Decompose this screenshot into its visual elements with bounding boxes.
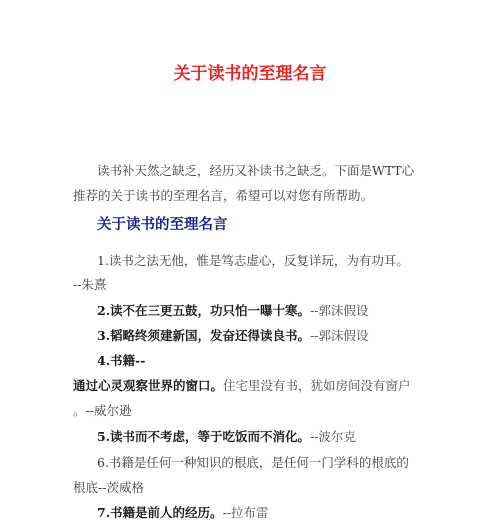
quote-1-line-2: --朱熹: [73, 277, 107, 292]
document-title: 关于读书的至理名言: [173, 64, 327, 84]
quote-4-line-1: 4.书籍--: [97, 353, 146, 368]
quote-2: [97, 301, 369, 321]
quote-6-line-2: 根底--茨威格: [73, 480, 144, 495]
quote-5-text: 5.读书而不考虑，等于吃饭而不消化。: [97, 429, 311, 444]
section-heading: 关于读书的至理名言: [97, 217, 228, 233]
quote-1-line-1: 1.读书之法无他，惟是笃志虚心，反复详玩，为有功耳。: [97, 253, 409, 268]
quote-4-line-2: [73, 376, 411, 396]
quote-2-text: 2.读不在三更五鼓，功只怕一曝十寒。: [97, 303, 311, 318]
quote-5-author: --波尔克: [310, 429, 357, 444]
quote-7-author: --拉布雷: [222, 505, 269, 520]
quote-4-line-2-bold: 通过心灵观察世界的窗口。: [73, 378, 224, 393]
quote-4-line-2-rest: 住宅里没有书，犹如房间没有窗户: [223, 378, 411, 393]
quote-3-text: 3.韬略终须建新国，发奋还得读良书。: [97, 328, 311, 343]
quote-7: [97, 503, 269, 523]
intro-line-2: 推荐的关于读书的至理名言，希望可以对您有所帮助。: [73, 188, 374, 203]
quote-4-line-3: 。--威尔逊: [73, 403, 132, 418]
quote-2-author: --郭沫假设: [310, 303, 369, 318]
quote-7-text: 7.书籍是前人的经历。: [97, 505, 223, 520]
intro-line-1: 读书补天然之缺乏，经历又补读书之缺乏。下面是WTT心: [97, 163, 415, 178]
quote-3-author: --郭沫假设: [310, 328, 369, 343]
quote-5: [97, 427, 356, 447]
quote-6-line-1: 6.书籍是任何一种知识的根底，是任何一门学科的根底的: [97, 455, 409, 470]
quote-3: [97, 326, 369, 346]
